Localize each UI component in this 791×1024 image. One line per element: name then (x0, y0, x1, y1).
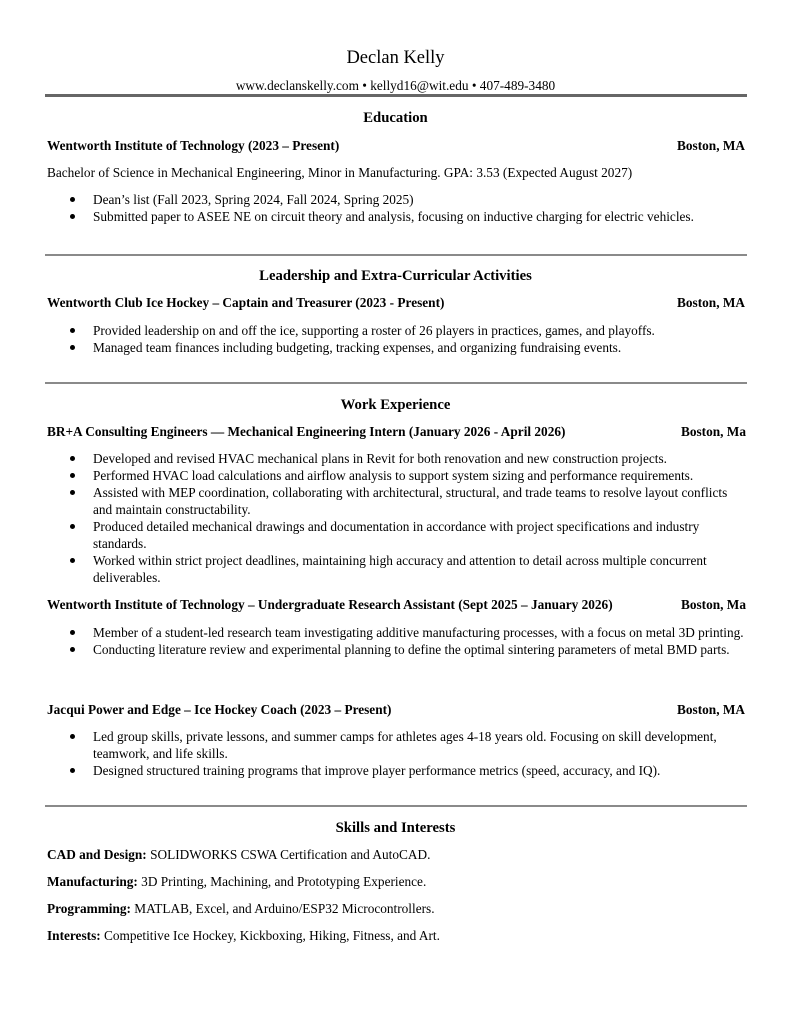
list-item: Member of a student-led research team investigating additive manufacturing processes, with a focus on metal 3D printing. (47, 624, 747, 641)
education-entry-header (47, 137, 746, 154)
work-bullets (47, 728, 747, 779)
skill-label: CAD and Design: (47, 847, 147, 862)
list-item: Developed and revised HVAC mechanical plans in Revit for both renovation and new construction projects. (47, 450, 747, 467)
section-divider (45, 805, 747, 807)
skills-heading: Skills and Interests (335, 820, 456, 836)
skill-label: Interests: (47, 928, 101, 943)
education-bullets (47, 191, 747, 225)
bullet-icon (70, 456, 75, 461)
skill-label: Programming: (47, 901, 131, 916)
list-item: Dean’s list (Fall 2023, Spring 2024, Fall 2024, Spring 2025) (47, 191, 747, 208)
bullet-icon (70, 214, 75, 219)
section-divider (45, 382, 747, 384)
work-title: BR+A Consulting Engineers — Mechanical Engineering Intern (January 2026 - April 2026) (47, 424, 566, 439)
list-item: Conducting literature review and experimental planning to define the optimal sintering parameters of metal BMD parts. (47, 641, 747, 658)
bullet-icon (70, 558, 75, 563)
section-divider (45, 254, 747, 256)
bullet-icon (70, 197, 75, 202)
leadership-heading: Leadership and Extra-Curricular Activities (259, 268, 532, 284)
education-degree: Bachelor of Science in Mechanical Engineering, Minor in Manufacturing. GPA: 3.53 (Expected August 2027) (47, 165, 633, 180)
bullet-icon (70, 647, 75, 652)
work-location: Boston, Ma (680, 424, 746, 439)
work-entry-header (47, 701, 746, 718)
header-divider (45, 94, 747, 97)
bullet-icon (70, 734, 75, 739)
leadership-entry-header (47, 294, 746, 311)
list-item: Led group skills, private lessons, and summer camps for athletes ages 4-18 years old. Focusing on skill development, teamwork, and life skills. (47, 728, 747, 762)
skill-line (47, 900, 746, 917)
skill-label: Manufacturing: (47, 874, 138, 889)
contact-line: www.declanskelly.com • kellyd16@wit.edu • 407-489-3480 (235, 78, 556, 93)
work-bullets (47, 624, 747, 658)
leadership-location: Boston, MA (677, 295, 745, 310)
work-entry-header (47, 423, 746, 440)
education-location: Boston, MA (677, 138, 745, 153)
bullet-icon (70, 473, 75, 478)
work-location: Boston, MA (677, 702, 745, 717)
list-item: Submitted paper to ASEE NE on circuit theory and analysis, focusing on inductive charging for electric vehicles. (47, 208, 747, 225)
bullet-icon (70, 328, 75, 333)
skill-line (47, 846, 746, 863)
list-item: Assisted with MEP coordination, collaborating with architectural, structural, and trade teams to resolve layout conflicts and maintain constructability. (47, 484, 747, 518)
skill-value: Competitive Ice Hockey, Kickboxing, Hiking, Fitness, and Art. (100, 928, 440, 943)
bullet-icon (70, 630, 75, 635)
list-item: Performed HVAC load calculations and airflow analysis to support system sizing and performance requirements. (47, 467, 747, 484)
leadership-bullets (47, 322, 747, 356)
skill-line (47, 927, 746, 944)
work-bullets (47, 450, 747, 586)
work-heading: Work Experience (340, 397, 451, 413)
skill-value: 3D Printing, Machining, and Prototyping Experience. (137, 874, 427, 889)
list-item: Produced detailed mechanical drawings and documentation in accordance with project specifications and industry standards. (47, 518, 747, 552)
list-item: Provided leadership on and off the ice, supporting a roster of 26 players in practices, games, and playoffs. (47, 322, 747, 339)
list-item: Managed team finances including budgeting, tracking expenses, and organizing fundraising events. (47, 339, 747, 356)
bullet-icon (70, 345, 75, 350)
list-item: Designed structured training programs that improve player performance metrics (speed, accuracy, and IQ). (47, 762, 747, 779)
education-heading: Education (363, 110, 428, 126)
leadership-title: Wentworth Club Ice Hockey – Captain and Treasurer (2023 - Present) (47, 295, 445, 310)
skill-line (47, 873, 746, 890)
work-location: Boston, Ma (680, 597, 746, 612)
work-title: Wentworth Institute of Technology – Undergraduate Research Assistant (Sept 2025 – January 2026) (47, 597, 613, 612)
list-item: Worked within strict project deadlines, maintaining high accuracy and attention to detail across multiple concurrent deliverables. (47, 552, 747, 586)
work-title: Jacqui Power and Edge – Ice Hockey Coach (2023 – Present) (47, 702, 392, 717)
work-entry-header (47, 596, 746, 613)
education-school: Wentworth Institute of Technology (2023 – Present) (47, 138, 340, 153)
skill-value: MATLAB, Excel, and Arduino/ESP32 Microcontrollers. (130, 901, 435, 916)
bullet-icon (70, 490, 75, 495)
bullet-icon (70, 524, 75, 529)
resume-name: Declan Kelly (346, 48, 445, 68)
skill-value: SOLIDWORKS CSWA Certification and AutoCAD. (146, 847, 431, 862)
bullet-icon (70, 768, 75, 773)
